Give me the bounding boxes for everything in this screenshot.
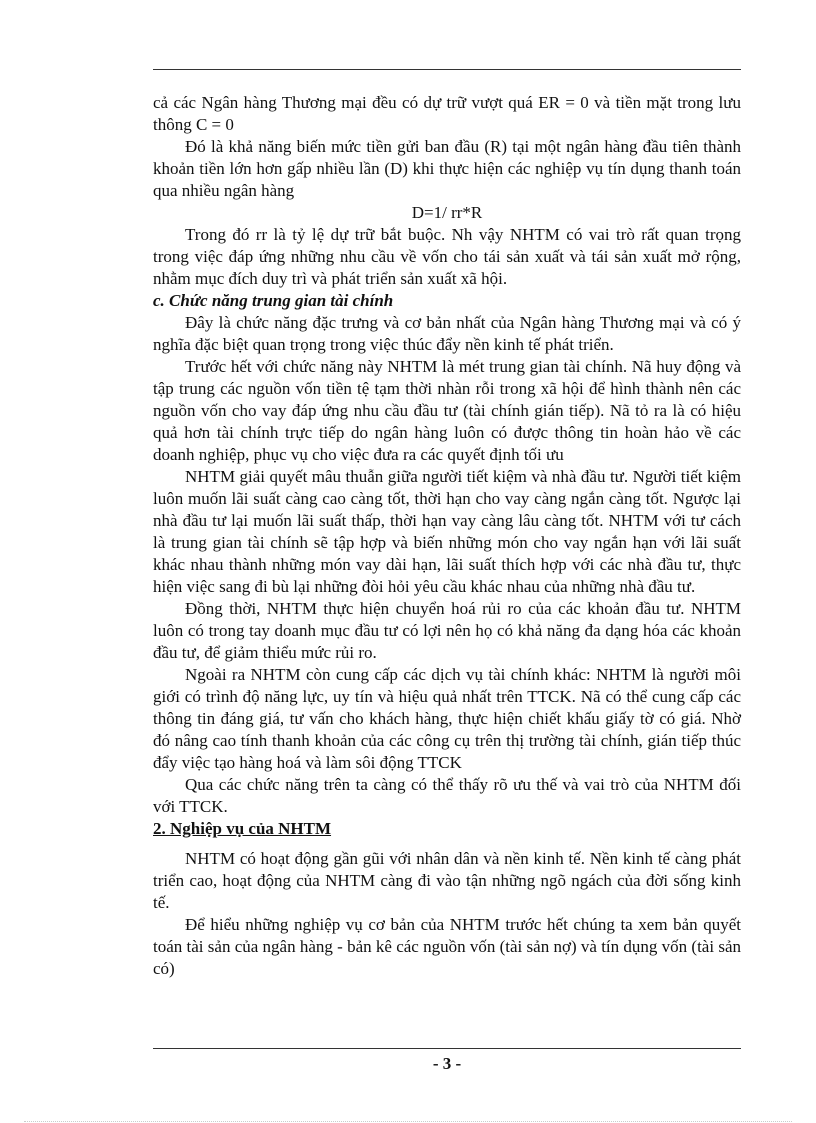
paragraph: Trong đó rr là tỷ lệ dự trữ bắt buộc. Nh vậy NHTM có vai trò rất quan trọng trong việc đáp ứng những nhu cầu về vốn cho tái sản xuất và tái sản xuất mở rộng, nhằm mục đích duy trì và phát triển sản xuất xã hội. xyxy=(153,225,741,288)
paragraph: cả các Ngân hàng Thương mại đều có dự trữ vượt quá ER = 0 và tiền mặt trong lưu thông C = 0 xyxy=(153,93,741,134)
paragraph: Trước hết với chức năng này NHTM là mét trung gian tài chính. Nã huy động và tập trung các nguồn vốn tiền tệ tạm thời nhàn rỗi trong xã hội để hình thành nên các nguồn vốn cho vay đáp ứng nhu cầu đầu tư (tài chính gián tiếp). Nã tỏ ra là có hiệu quả hơn tài chính trực tiếp do ngân hàng luôn có được thông tin hoàn hảo về các doanh nghiệp, phục vụ cho việc đưa ra các quyết định tối ưu xyxy=(153,357,741,464)
footer-rule xyxy=(153,1048,741,1049)
paragraph: NHTM giải quyết mâu thuẫn giữa người tiết kiệm và nhà đầu tư. Người tiết kiệm luôn muốn lãi suất càng cao càng tốt, thời hạn cho vay càng ngắn càng tốt. Ngược lại nhà đầu tư lại muốn lãi suất thấp, thời hạn vay càng lâu càng tốt. NHTM với tư cách là trung gian tài chính sẽ tập hợp và biến những món cho vay ngắn hạn với lãi suất khác nhau thành những món vay dài hạn, lãi suất thích hợp với các nhà đầu tư, thực hiện việc sang đi bù lại những đòi hỏi yêu cầu khác nhau của những nhà đầu tư. xyxy=(153,467,741,596)
section-heading: 2. Nghiệp vụ của NHTM xyxy=(153,819,332,838)
paragraph: Đây là chức năng đặc trưng và cơ bản nhất của Ngân hàng Thương mại và có ý nghĩa đặc biệt quan trọng trong việc thúc đẩy nền kinh tế phát triển. xyxy=(153,313,741,354)
section-heading: c. Chức năng trung gian tài chính xyxy=(153,291,394,310)
paragraph: Đó là khả năng biến mức tiền gửi ban đầu (R) tại một ngân hàng đầu tiên thành khoản tiền lớn hơn gấp nhiều lần (D) khi thực hiện các nghiệp vụ tín dụng thanh toán qua nhiều ngân hàng xyxy=(153,137,741,200)
paragraph: Để hiểu những nghiệp vụ cơ bản của NHTM trước hết chúng ta xem bản quyết toán tài sản của ngân hàng - bản kê các nguồn vốn (tài sản nợ) và tín dụng vốn (tài sản có) xyxy=(153,915,741,978)
header-rule xyxy=(153,69,741,70)
page-body xyxy=(153,92,741,980)
formula: D=1/ rr*R xyxy=(411,203,483,222)
paragraph: Ngoài ra NHTM còn cung cấp các dịch vụ tài chính khác: NHTM là người môi giới có trình độ năng lực, uy tín và hiệu quả nhất trên TTCK. Nã có thể cung cấp các thông tin đáng giá, tư vấn cho khách hàng, thực hiện chiết khấu giấy tờ có giá. Nhờ đó nâng cao tính thanh khoản của các công cụ trên thị trường tài chính, gián tiếp thúc đẩy việc tạo hàng hoá và làm sôi động TTCK xyxy=(153,665,741,772)
paragraph: Đồng thời, NHTM thực hiện chuyển hoá rủi ro của các khoản đầu tư. NHTM luôn có trong tay doanh mục đầu tư có lợi nên họ có khả năng đa dạng hóa các khoản đầu tư, để giảm thiểu mức rủi ro. xyxy=(153,599,741,662)
page-number: - 3 - xyxy=(432,1054,462,1073)
page-edge xyxy=(24,1121,792,1122)
paragraph: Qua các chức năng trên ta càng có thể thấy rõ ưu thế và vai trò của NHTM đối với TTCK. xyxy=(153,775,741,816)
paragraph: NHTM có hoạt động gần gũi với nhân dân và nền kinh tế. Nền kinh tế càng phát triển cao, hoạt động của NHTM càng đi vào tận những ngõ ngách của đời sống kinh tế. xyxy=(153,849,741,912)
